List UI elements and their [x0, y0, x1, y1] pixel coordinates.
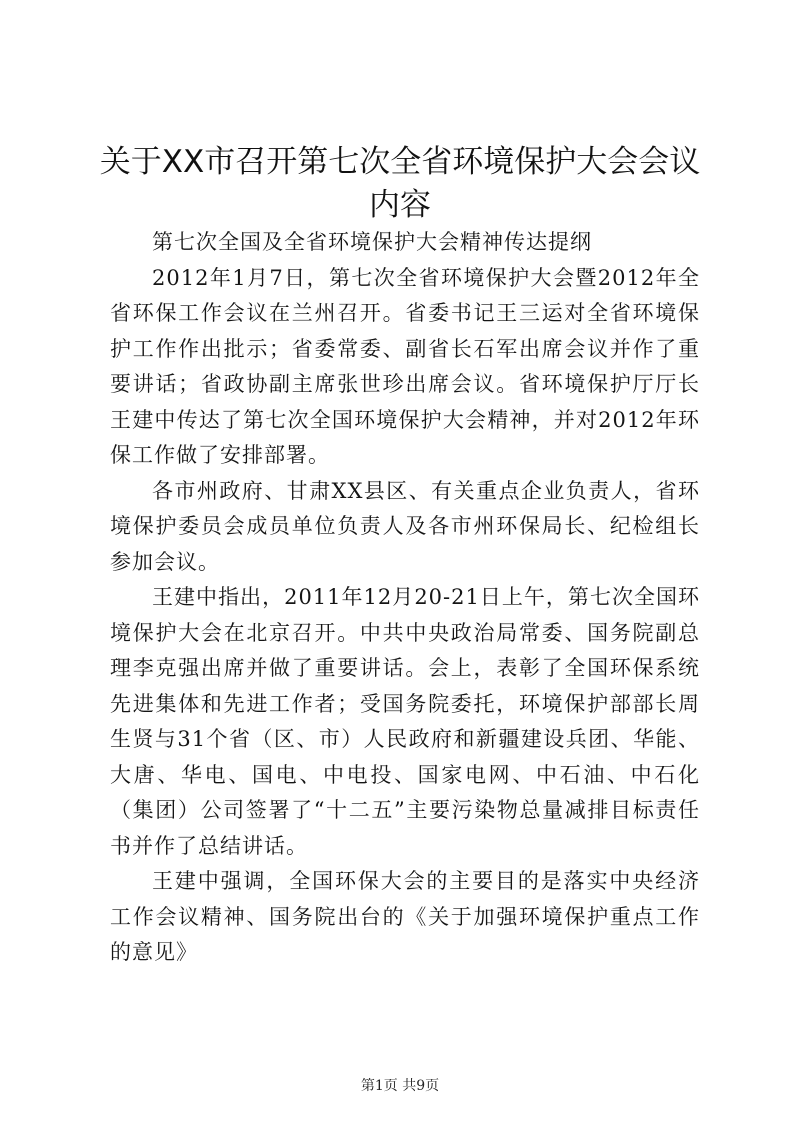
document-body: [110, 225, 700, 971]
document-subtitle: 第七次全国及全省环境保护大会精神传达提纲: [152, 230, 592, 254]
paragraph-meeting-overview: 2012年1月7日，第七次全省环境保护大会暨2012年全省环保工作会议在兰州召开。省委书记王三运对全省环境保护工作作出批示；省委常委、副省长石军出席会议并作了重要讲话；省政协副主席张世珍出席会议。省环境保护厅厅长王建中传达了第七次全国环境保护大会精神，并对2012年环保工作做了安排部署。: [110, 265, 700, 467]
paragraph-main-purpose: 王建中强调，全国环保大会的主要目的是落实中央经济工作会议精神、国务院出台的《关于加强环境保护重点工作的意见》: [110, 869, 700, 964]
document-title-line-2: 内容: [369, 187, 431, 223]
document-title-line-1: 关于XX市召开第七次全省环境保护大会会议: [99, 144, 701, 180]
paragraph-national-conference: 王建中指出，2011年12月20-21日上午，第七次全国环境保护大会在北京召开。中共中央政治局常委、国务院副总理李克强出席并做了重要讲话。会上，表彰了全国环保系统先进集体和先进工作者；受国务院委托，环境保护部部长周生贤与31个省（区、市）人民政府和新疆建设兵团、华能、大唐、华电、国电、中电投、国家电网、中石油、中石化（集团）公司签署了“十二五”主要污染物总量减排目标责任书并作了总结讲话。: [110, 585, 700, 858]
page-footer: 第1页 共9页: [360, 1078, 440, 1094]
paragraph-attendees: 各市州政府、甘肃XX县区、有关重点企业负责人，省环境保护委员会成员单位负责人及各市州环保局长、纪检组长参加会议。: [110, 478, 700, 574]
